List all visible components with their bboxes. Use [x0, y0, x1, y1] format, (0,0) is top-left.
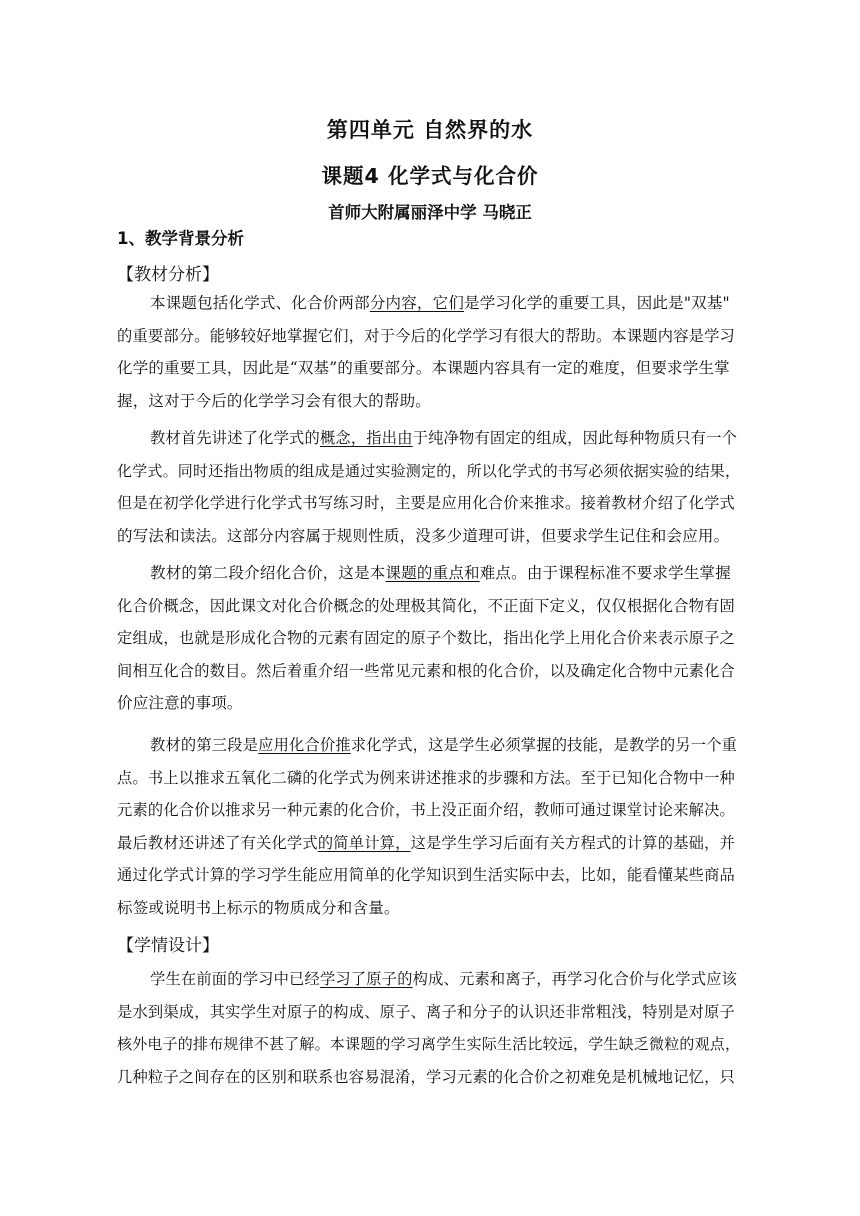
underlined-text: 概念，指出由: [319, 429, 413, 447]
paragraph-line: 定组成，也就是形成化合物的元素有固定的原子个数比，指出化学上用化合价来表示原子之: [117, 629, 735, 647]
paragraph-line: 化学式。同时还指出物质的组成是通过实验测定的，所以化学式的书写必须依据实验的结果，: [117, 461, 741, 480]
paragraph-line: 是水到渠成，其实学生对原子的构成、原子、离子和分子的认识还非常粗浅，特别是对原子: [117, 1002, 735, 1021]
lesson-title: 课题4 化学式与化合价: [321, 164, 539, 188]
paragraph-overview: [117, 287, 741, 417]
underlined-text: 学习了原子的: [319, 970, 413, 988]
underlined-text: 分内容，它们: [369, 294, 465, 312]
section-heading: 1、教学背景分析: [117, 229, 244, 248]
author-line: 首师大附属丽泽中学 马晓正: [328, 203, 532, 222]
paragraph-line: 的重要部分。能够较好地掌握它们，对于今后的化学学习有很大的帮助。本课题内容是学习: [117, 326, 735, 345]
paragraph-line: 的写法和读法。这部分内容属于规则性质，没多少道理可讲，但要求学生记住和会应用。: [117, 526, 730, 545]
paragraph-line: 价应注意的事项。: [117, 694, 243, 712]
underlined-text: 的简单计算，: [317, 833, 411, 852]
paragraph-line: 标签或说明书上标示的物质成分和含量。: [117, 898, 400, 917]
paragraph-line: 元素的化合价以推求另一种元素的化合价，书上没正面介绍，教师可通过课堂讨论来解决。: [117, 801, 735, 819]
paragraph-line: 但是在初学化学进行化学式书写练习时，主要是应用化合价来推求。接着教材介绍了化学式: [117, 494, 735, 512]
paragraph-line: 教材的第三段是应用化合价推求化学式，这是学生必须掌握的技能，是教学的另一个重: [150, 736, 738, 754]
paragraph-line: 最后教材还讲述了有关化学式的简单计算，这是学生学习后面有关方程式的计算的基础，并: [117, 833, 736, 852]
paragraph-chemical-formula: [117, 422, 741, 552]
paragraph-line: 本课题包括化学式、化合价两部分内容，它们是学习化学的重要工具，因此是"双基": [150, 294, 730, 312]
paragraph-line: 握，这对于今后的化学学习会有很大的帮助。: [117, 391, 432, 410]
unit-title: 第四单元 自然界的水: [326, 118, 534, 142]
paragraph-line: 教材的第二段介绍化合价，这是本课题的重点和难点。由于课程标准不要求学生掌握: [150, 564, 731, 582]
paragraph-line: 间相互化合的数目。然后着重介绍一些常见元素和根的化合价，以及确定化合物中元素化合: [117, 661, 735, 680]
paragraph-valence: [117, 557, 741, 720]
paragraph-line: 学生在前面的学习中已经学习了原子的构成、元素和离子，再学习化合价与化学式应该: [150, 970, 738, 988]
underlined-text: 应用化合价推: [258, 736, 351, 754]
subheading-textbook-analysis: 【教材分析】: [117, 265, 219, 285]
paragraph-line: 点。书上以推求五氧化二磷的化学式为例来讲述推求的步骤和方法。至于已知化合物中一种: [117, 768, 735, 787]
paragraph-line: 核外电子的排布规律不甚了解。本课题的学习离学生实际生活比较远，学生缺乏微粒的观点，: [117, 1035, 741, 1053]
underlined-text: 课题的重点和: [385, 564, 480, 582]
paragraph-line: 化学的重要工具，因此是“双基”的重要部分。本课题内容具有一定的难度，但要求学生掌: [117, 359, 730, 377]
paragraph-line: 化合价概念，因此课文对化合价概念的处理极其简化，不正面下定义，仅仅根据化合物有固: [117, 596, 735, 615]
paragraph-learners: [117, 963, 741, 1093]
subheading-learner-analysis: 【学情设计】: [117, 936, 219, 956]
paragraph-line: 教材首先讲述了化学式的概念，指出由于纯净物有固定的组成，因此每种物质只有一个: [150, 429, 738, 447]
paragraph-line: 通过化学式计算的学习学生能应用简单的化学知识到生活实际中去，比如，能看懂某些商品: [117, 866, 735, 884]
paragraph-formula-derivation: [117, 729, 741, 924]
paragraph-line: 几种粒子之间存在的区别和联系也容易混淆，学习元素的化合价之初难免是机械地记忆，只: [117, 1067, 735, 1086]
